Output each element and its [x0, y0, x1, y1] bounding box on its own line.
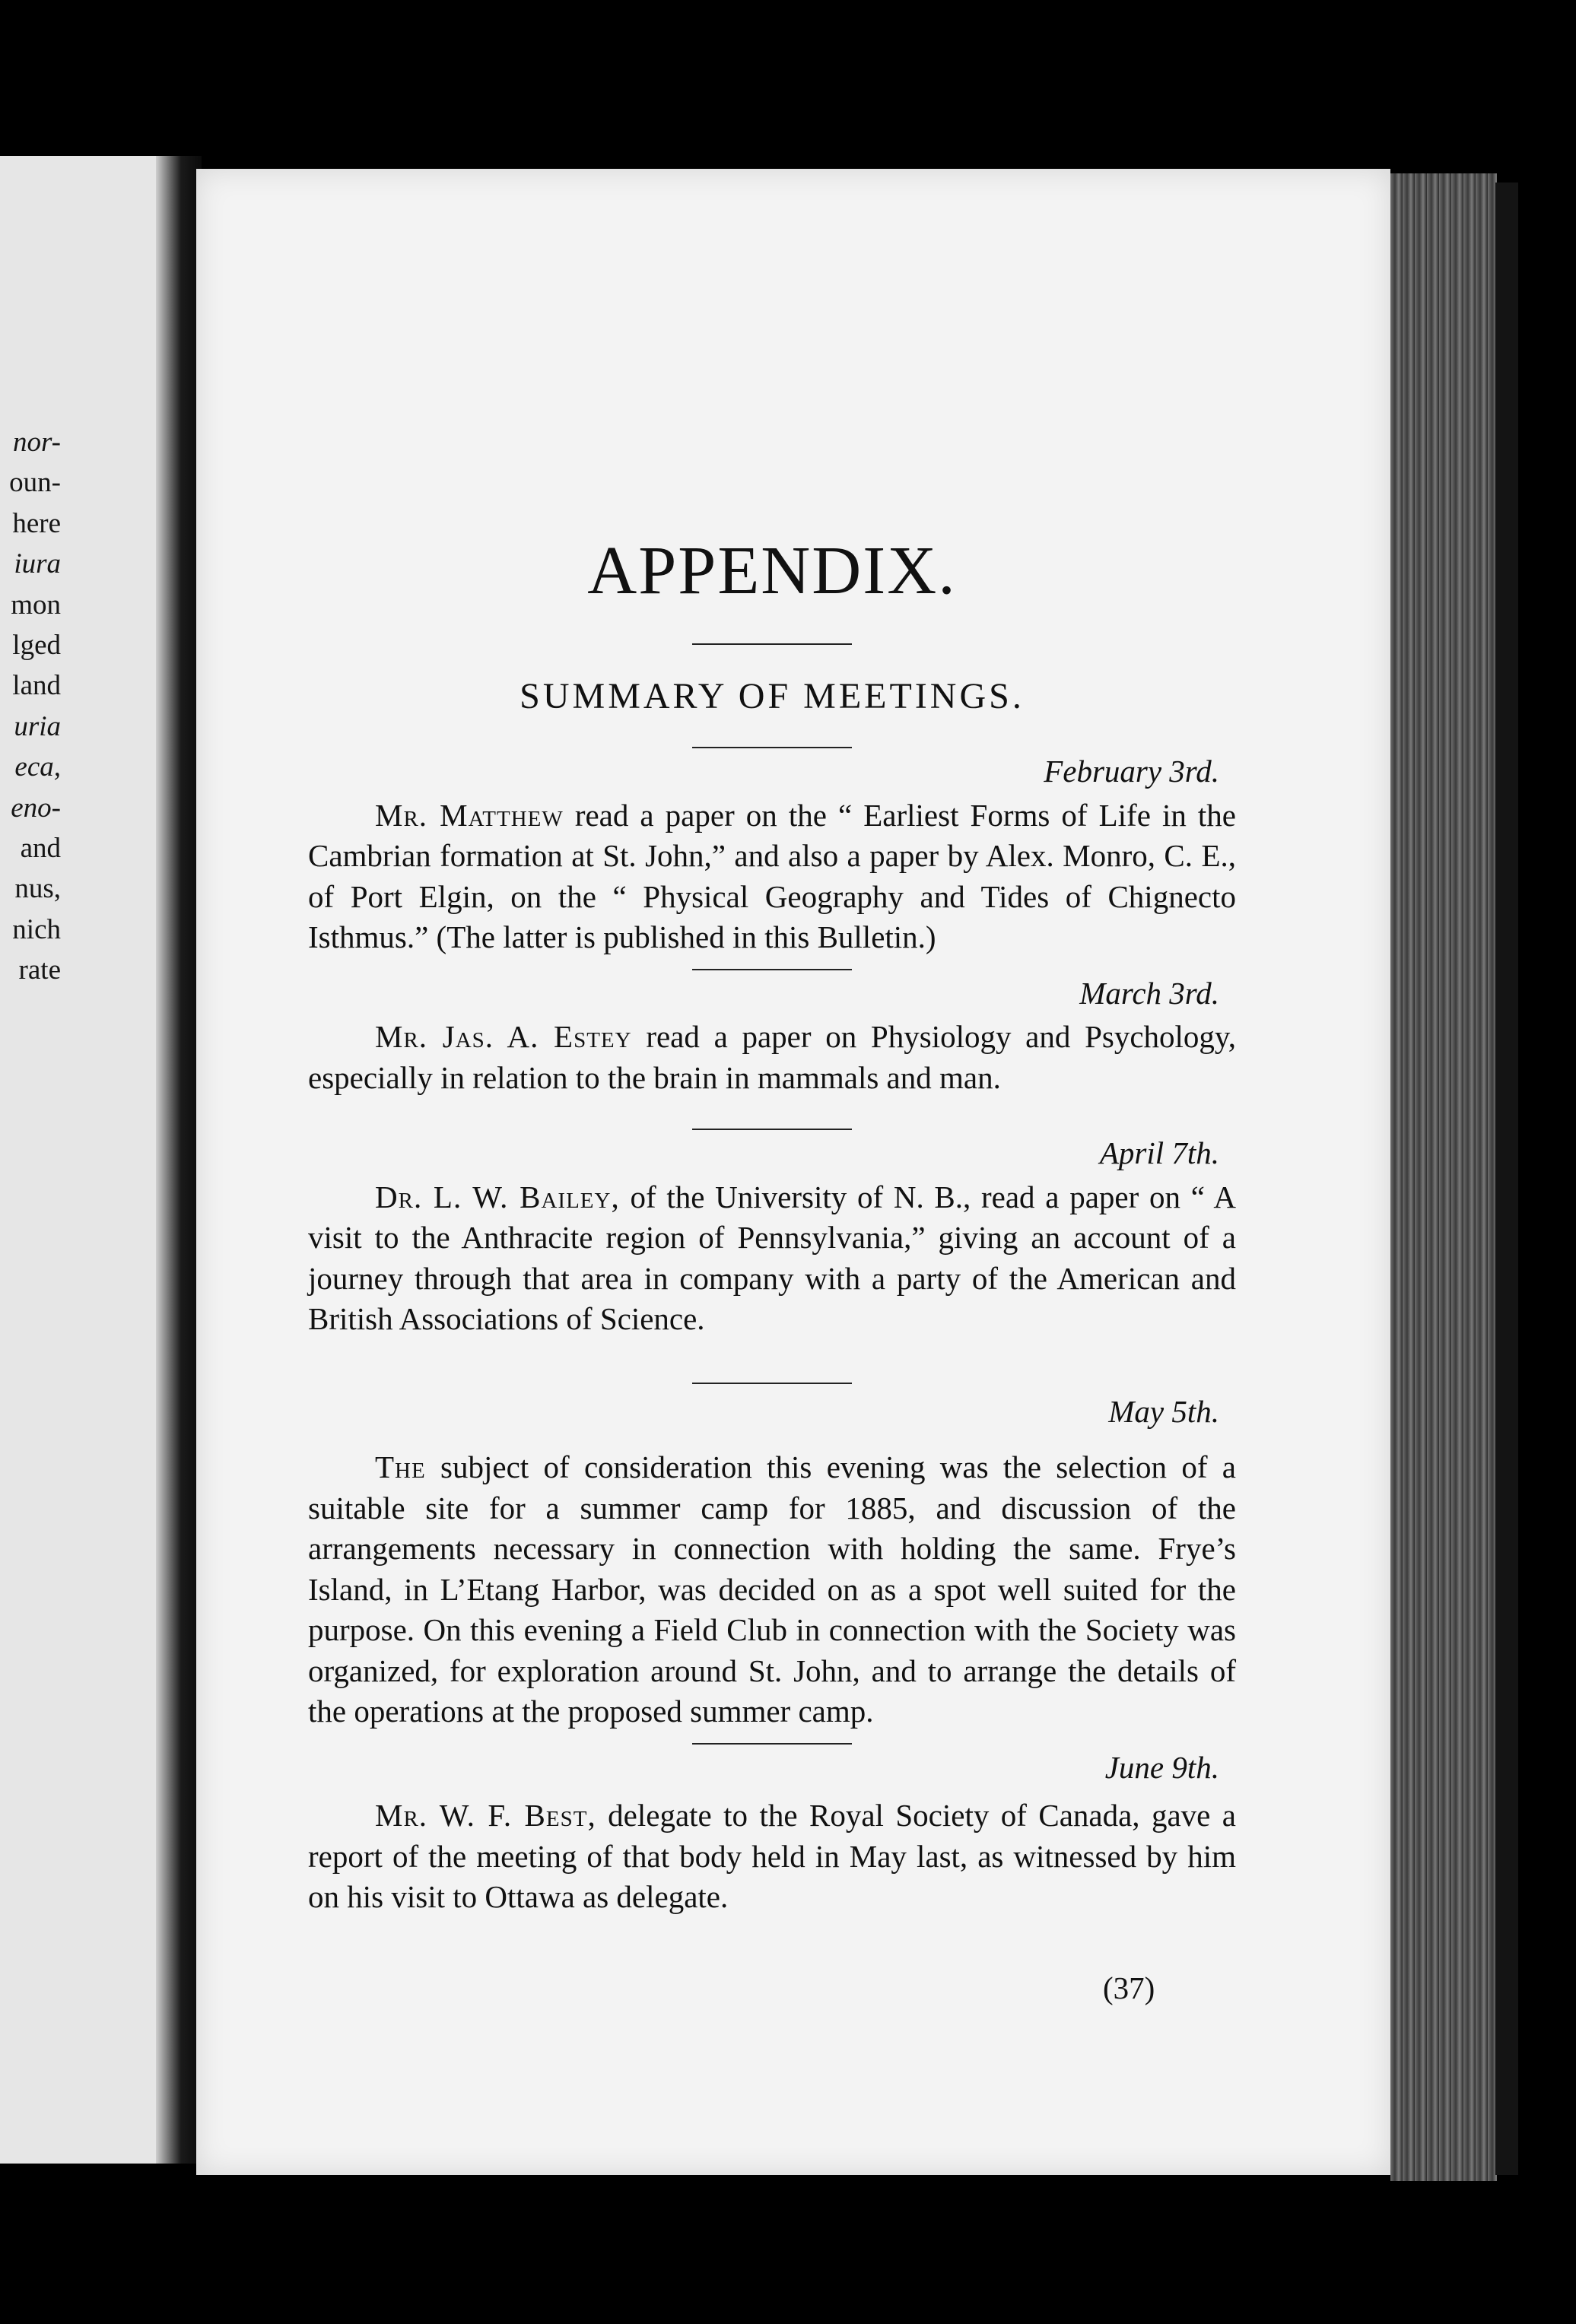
left-page-fragment: here	[12, 507, 61, 539]
meeting-body: read a paper on the “ Earliest Forms of Life in the Cambrian formation at St. John,” and also a paper by Alex. Monro, C. E., of Port Elgin, on the “ Physical Geography and Tides of Chignecto Isthmus.” (The latter is published in this Bulletin.)	[308, 797, 1236, 954]
meeting-entry	[308, 1133, 1236, 1340]
left-page-fragment: land	[12, 670, 61, 702]
left-page-fragment: eno-	[11, 792, 61, 824]
divider-rule	[692, 969, 852, 970]
left-page-fragment: nor-	[13, 427, 61, 458]
meeting-body: subject of consideration this evening was the selection of a suitable site for a summer camp for 1885, and discussion of the arrangements necessary in connection with holding the same. Frye’s Island, in L’Etang Harbor, was decided on as a spot well suited for the purpose. On this evening a Field Club in connection with the Society was organized, for exploration around St. John, and to arrange the details of the operations at the proposed summer camp.	[308, 1449, 1236, 1729]
meeting-text	[308, 1795, 1236, 1918]
left-page-fragment: rate	[18, 954, 61, 986]
page-content	[308, 487, 1236, 1918]
speaker-name: Mr. Jas. A. Estey	[375, 1019, 632, 1054]
speaker-name: Mr. Matthew	[375, 797, 564, 833]
meeting-date: February 3rd.	[1044, 754, 1219, 789]
meeting-text	[308, 1017, 1236, 1098]
left-page-fragment: iura	[14, 548, 61, 580]
meeting-text	[308, 795, 1236, 958]
speaker-name: Mr. W. F. Best,	[375, 1798, 596, 1833]
meeting-date: June 9th.	[1104, 1749, 1219, 1785]
left-page-fragment: mon	[11, 589, 61, 621]
meeting-entry	[308, 751, 1236, 958]
book-cover-edge	[1495, 183, 1518, 2175]
page-edges	[1390, 173, 1497, 2181]
left-page-fragment: nich	[12, 913, 61, 945]
divider-rule	[692, 1129, 852, 1130]
book-gutter	[156, 156, 202, 2164]
speaker-name: Dr. L. W. Bailey,	[375, 1179, 620, 1214]
meeting-entry	[308, 1748, 1236, 1918]
left-page-text-fragments	[0, 422, 61, 991]
meeting-body: of the University of N. B., read a paper on “ A visit to the Anthracite region of Pennsylvania,” giving an account of a journey through that area in company with a party of the American and British Associations of Science.	[308, 1179, 1236, 1336]
left-page-fragment: oun-	[9, 467, 61, 499]
divider-rule	[692, 643, 852, 645]
divider-rule	[692, 1383, 852, 1384]
meeting-body: delegate to the Royal Society of Canada, gave a report of the meeting of that body held in May last, as witnessed by him on his visit to Ottawa as delegate.	[308, 1798, 1237, 1914]
meeting-text	[308, 1447, 1236, 1732]
page-number: (37)	[1103, 1970, 1155, 2005]
left-page-fragment: uria	[14, 710, 61, 742]
meeting-entry	[308, 973, 1236, 1099]
meeting-entry	[308, 1392, 1236, 1732]
page-title: APPENDIX.	[587, 533, 957, 608]
left-page-fragment: nus,	[14, 873, 61, 905]
left-page-fragment: eca,	[14, 751, 61, 783]
meeting-date: May 5th.	[1108, 1393, 1219, 1429]
divider-rule	[692, 747, 852, 748]
meeting-text	[308, 1177, 1236, 1340]
meeting-date: April 7th.	[1099, 1135, 1219, 1170]
meeting-date: March 3rd.	[1079, 975, 1219, 1011]
left-page-fragment: lged	[12, 630, 61, 662]
meeting-body: read a paper on Physiology and Psychology, especially in relation to the brain in mammals and man.	[308, 1019, 1237, 1095]
speaker-name: The	[375, 1449, 426, 1484]
left-page-fragment: and	[20, 833, 61, 865]
divider-rule	[692, 1743, 852, 1745]
section-subtitle: SUMMARY OF MEETINGS.	[520, 676, 1025, 716]
